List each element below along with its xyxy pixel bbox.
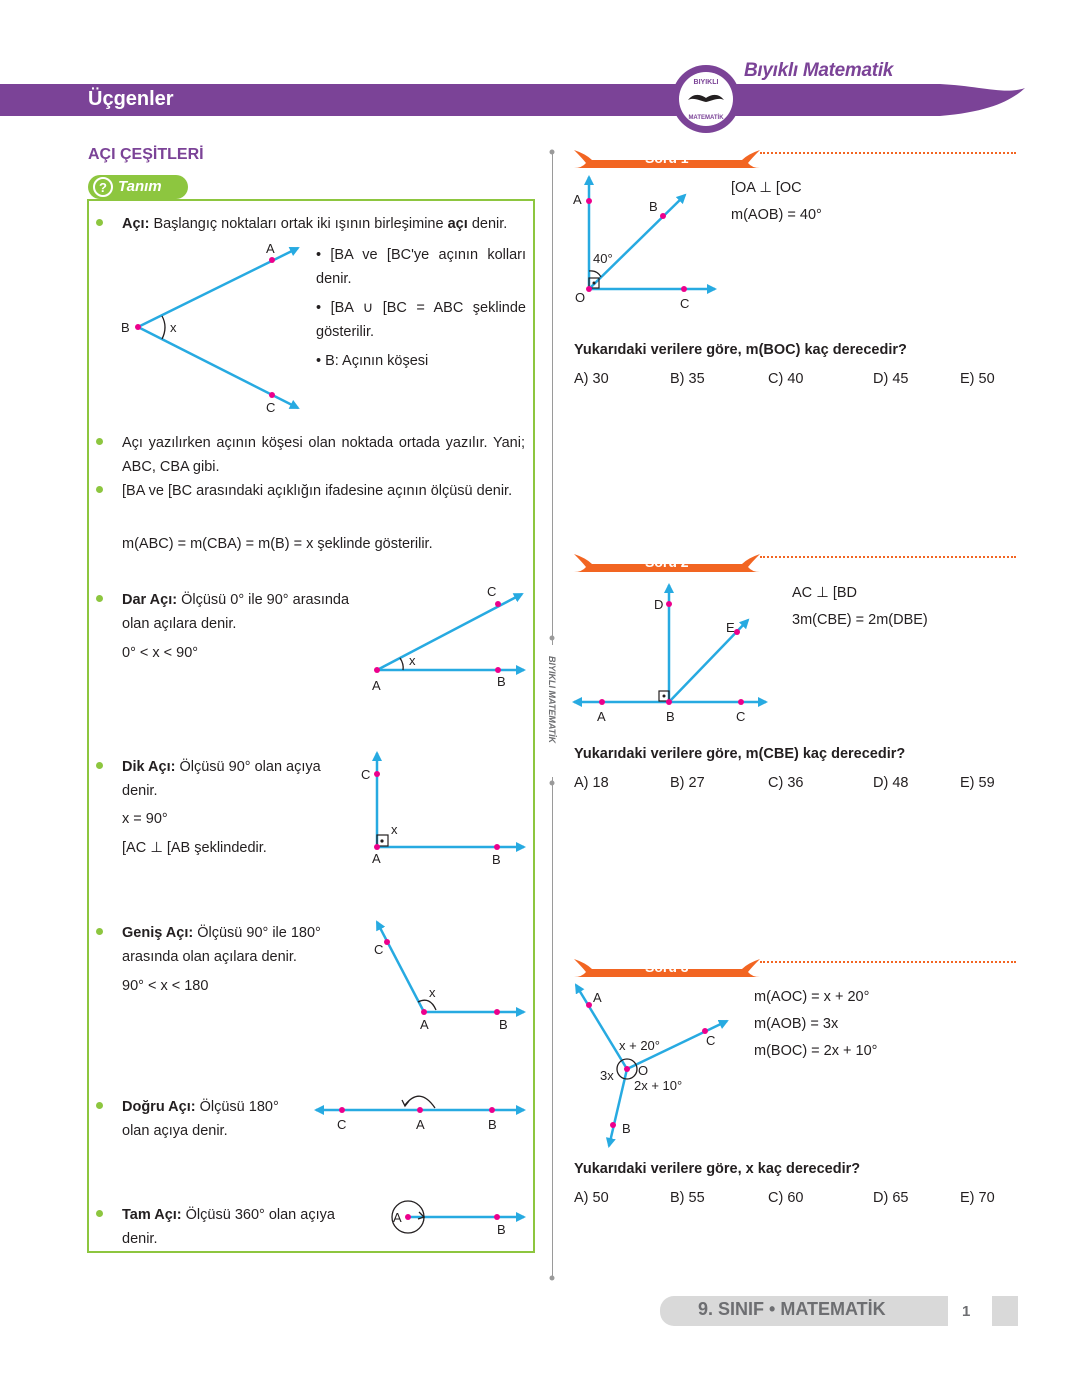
footer-text: 9. SINIF • MATEMATİK [698, 1299, 886, 1319]
angle-label: x [429, 985, 436, 1000]
soru-3-figure [576, 985, 727, 1146]
point-label: C [337, 1117, 347, 1132]
naming-rule: Açı yazılırken açının köşesi olan noktada ortada yazılır. Yani; ABC, CBA gibi. [122, 435, 525, 475]
option-e[interactable]: E) 50 [960, 371, 995, 387]
soru-1-figure [586, 177, 715, 292]
point-label: A [372, 678, 381, 693]
angle-label: x [391, 822, 398, 837]
question-text: Yukarıdaki verilere göre, m(BOC) kaç derecedir? [574, 342, 907, 358]
given: AC ⊥ [BD [792, 585, 858, 601]
logo-text-top: BIYIKLI [693, 79, 719, 86]
question-text: Yukarıdaki verilere göre, x kaç derecedir? [574, 1161, 861, 1177]
acute-definition: Dar Açı: Ölçüsü 0° ile 90° arasında olan açılara denir. [122, 592, 350, 632]
straight-angle-definition: Doğru Açı: Ölçüsü 180° olan açıya denir. [122, 1099, 279, 1139]
point-label: A [573, 192, 582, 207]
point-label: C [266, 400, 276, 415]
point-label: O [638, 1063, 649, 1078]
point-label: A [593, 990, 602, 1005]
point-label: B [497, 1222, 506, 1237]
given: m(BOC) = 2x + 10° [754, 1043, 878, 1059]
option-c[interactable]: C) 36 [768, 775, 804, 791]
brand-name: Bıyıklı Matematik [744, 60, 894, 81]
logo-text-bottom: MATEMATİK [688, 115, 724, 121]
point-label: A [266, 241, 275, 256]
point-label: O [575, 290, 586, 305]
option-d[interactable]: D) 65 [873, 1190, 909, 1206]
section-title: AÇI ÇEŞİTLERİ [88, 146, 204, 163]
point-label: A [393, 1210, 402, 1225]
point-label: C [361, 767, 371, 782]
point-label: A [372, 851, 381, 866]
angle-label: 3x [600, 1068, 614, 1083]
angle-label: x [170, 320, 177, 335]
measure-formula: m(ABC) = m(CBA) = m(B) = x şeklinde gösterilir. [122, 536, 433, 552]
angle-label: x [409, 653, 416, 668]
option-b[interactable]: B) 35 [670, 371, 705, 387]
full-angle-definition: Tam Açı: Ölçüsü 360° olan açıya denir. [122, 1207, 335, 1247]
right-angle-condition: x = 90° [122, 811, 168, 827]
angle-label: x + 20° [619, 1038, 660, 1053]
angle-label: 40° [593, 251, 613, 266]
measure-rule: [BA ve [BC arasındaki açıklığın ifadesine açının ölçüsü denir. [122, 483, 513, 499]
option-b[interactable]: B) 27 [670, 775, 705, 791]
option-a[interactable]: A) 18 [574, 775, 609, 791]
point-label: E [726, 620, 735, 635]
soru-3-title: Soru 3 [645, 959, 689, 975]
point-label: C [680, 296, 690, 311]
option-e[interactable]: E) 59 [960, 775, 995, 791]
soru-2-figure [574, 585, 766, 705]
term-angle: Açı: [122, 216, 150, 232]
obtuse-condition: 90° < x < 180 [122, 978, 209, 994]
option-b[interactable]: B) 55 [670, 1190, 705, 1206]
option-d[interactable]: D) 48 [873, 775, 909, 791]
angle-label: 2x + 10° [634, 1078, 683, 1093]
point-label: B [499, 1017, 508, 1032]
angle-definition-end: denir. [471, 216, 508, 232]
point-label: B [666, 709, 675, 724]
given: m(AOB) = 40° [731, 207, 822, 223]
soru-1-title: Soru 1 [645, 150, 689, 166]
point-label: B [121, 320, 130, 335]
page-number: 1 [962, 1303, 971, 1320]
page-number-box [992, 1296, 1018, 1326]
given: m(AOB) = 3x [754, 1016, 839, 1032]
note-union: • [BA ∪ [BC = ABC şeklinde gösterilir. [316, 300, 526, 340]
question-text: Yukarıdaki verilere göre, m(CBE) kaç derecedir? [574, 746, 906, 762]
point-label: C [374, 942, 384, 957]
point-label: C [706, 1033, 716, 1048]
point-label: C [736, 709, 746, 724]
vertical-brand: BIYIKLI MATEMATİK [547, 656, 557, 744]
point-label: A [416, 1117, 425, 1132]
point-label: B [649, 199, 658, 214]
right-angle-definition: Dik Açı: Ölçüsü 90° olan açıya denir. [122, 759, 321, 799]
option-d[interactable]: D) 45 [873, 371, 909, 387]
note-arms: • [BA ve [BC'ye açının kolları denir. [316, 247, 527, 287]
acute-condition: 0° < x < 90° [122, 645, 199, 661]
soru-2-title: Soru 2 [645, 554, 689, 570]
definition-label: Tanım [118, 178, 162, 195]
given: m(AOC) = x + 20° [754, 989, 870, 1005]
right-angle-condition-2: [AC ⊥ [AB şeklindedir. [122, 840, 267, 856]
point-label: B [622, 1121, 631, 1136]
point-label: B [492, 852, 501, 867]
point-label: B [488, 1117, 497, 1132]
given: 3m(CBE) = 2m(DBE) [792, 612, 928, 628]
note-vertex: • B: Açının köşesi [316, 353, 429, 369]
option-c[interactable]: C) 40 [768, 371, 804, 387]
option-a[interactable]: A) 50 [574, 1190, 609, 1206]
option-e[interactable]: E) 70 [960, 1190, 995, 1206]
option-a[interactable]: A) 30 [574, 371, 609, 387]
svg-text:?: ? [99, 180, 107, 195]
option-c[interactable]: C) 60 [768, 1190, 804, 1206]
page-title: Üçgenler [88, 88, 174, 110]
obtuse-definition: Geniş Açı: Ölçüsü 90° ile 180° arasında olan açılara denir. [122, 925, 321, 965]
point-label: D [654, 597, 664, 612]
angle-definition-text: Başlangıç noktaları ortak iki ışının birleşimine [153, 216, 444, 232]
point-label: A [597, 709, 606, 724]
point-label: B [497, 674, 506, 689]
point-label: A [420, 1017, 429, 1032]
given: [OA ⊥ [OC [731, 180, 802, 196]
angle-definition-bold: açı [447, 216, 468, 232]
point-label: C [487, 584, 497, 599]
